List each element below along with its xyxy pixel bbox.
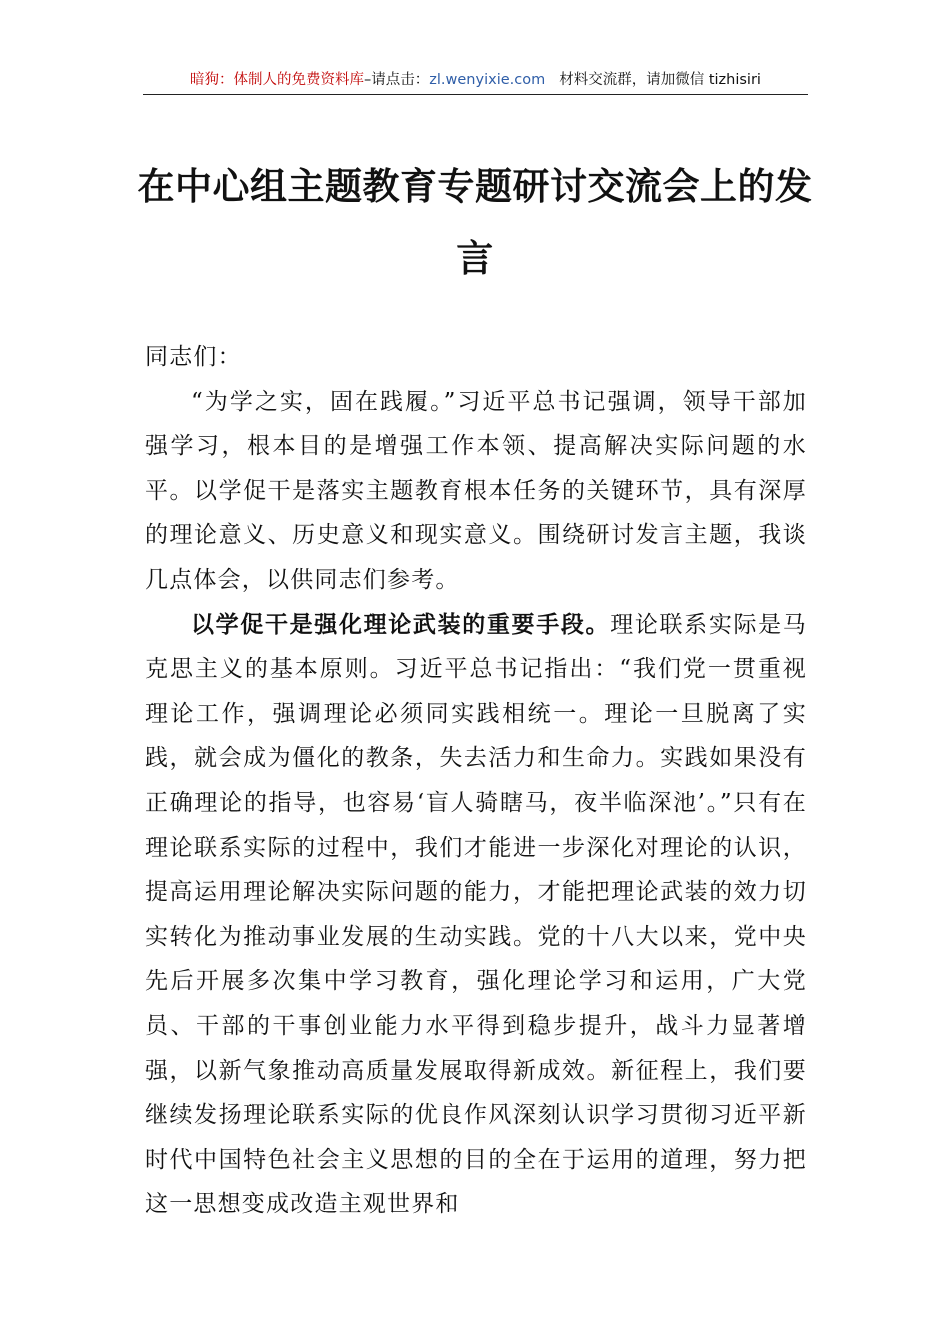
watermark-header xyxy=(143,66,808,95)
paragraph-lead: 以学促干是强化理论武装的重要手段。 xyxy=(191,610,611,638)
paragraph-text: 理论联系实际是马克思主义的基本原则。习近平总书记指出：“我们党一贯重视理论工作，强调理论必须同实践相统一。理论一旦脱离了实践，就会成为僵化的教条，失去活力和生命力。实践如果没有正确理论的指导，也容易‘盲人骑瞎马，夜半临深池’。”只有在理论联系实际的过程中，我们才能进一步深化对理论的认识，提高运用理论解决实际问题的能力，才能把理论武装的效力切实转化为推动事业发展的生动实践。党的十八大以来，党中央先后开展多次集中学习教育，强化理论学习和运用，广大党员、干部的干事创业能力水平得到稳步提升，战斗力显著增强，以新气象推动高质量发展取得新成效。新征程上，我们要继续发扬理论联系实际的优良作风深刻认识学习贯彻习近平新时代中国特色社会主义思想的目的全在于运用的道理，努力把这一思想变成改造主观世界和 xyxy=(145,611,807,1218)
paragraph-intro xyxy=(145,380,807,603)
header-brand: 暗狗：体制人的免费资料库 xyxy=(190,72,365,88)
paragraph-section-1 xyxy=(145,603,807,1227)
salutation: 同志们： xyxy=(145,344,242,370)
paragraph-text: “为学之实，固在践履。”习近平总书记强调，领导干部加强学习，根本目的是增强工作本领、提高解决实际问题的水平。以学促干是落实主题教育根本任务的关键环节，具有深厚的理论意义、历史意义和现实意义。围绕研讨发言主题，我谈几点体会，以供同志们参考。 xyxy=(145,388,807,593)
header-prompt: –请点击： xyxy=(364,72,430,88)
document-title: 在中心组主题教育专题研讨交流会上的发言 xyxy=(137,164,813,280)
document-body xyxy=(145,335,807,1227)
header-group-info: 材料交流群，请加微信 tizhisiri xyxy=(559,72,761,88)
header-link[interactable]: zl.wenyixie.com xyxy=(429,72,546,88)
